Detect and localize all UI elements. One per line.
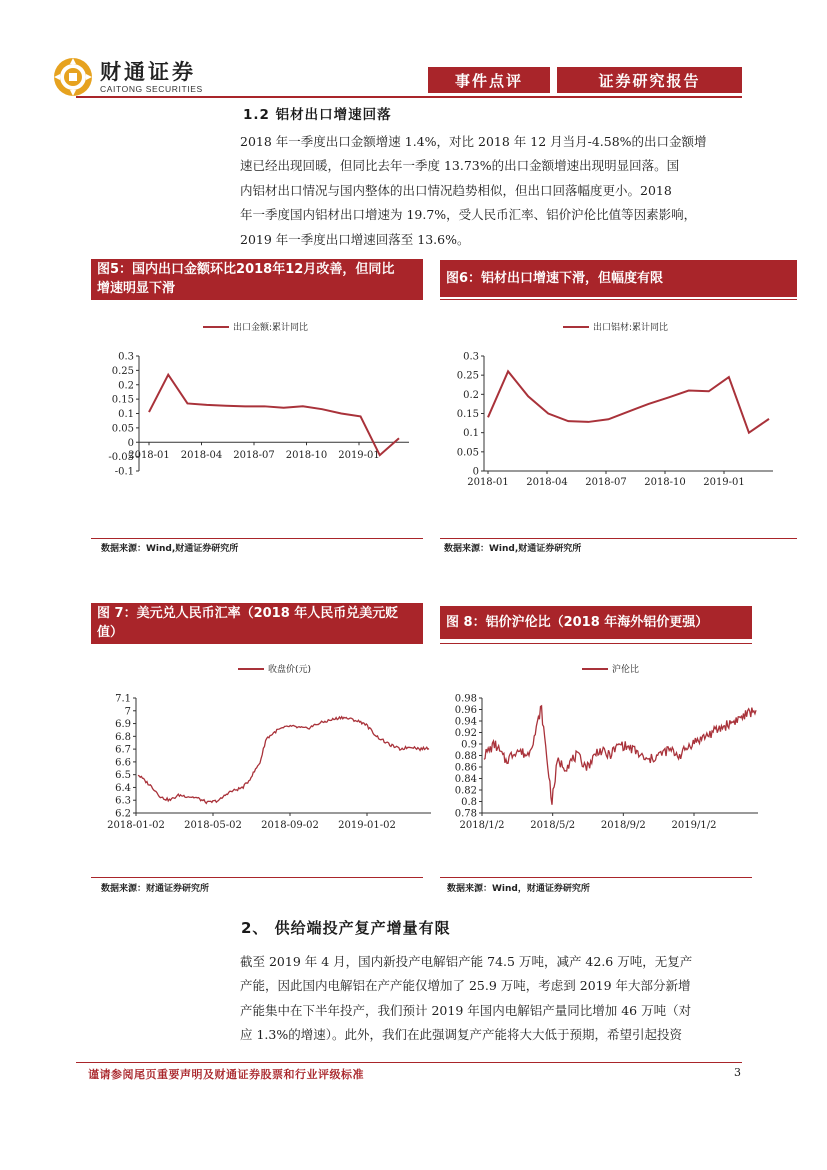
x-tick-label: 2018-04 (526, 477, 568, 488)
y-tick-label: 0.05 (111, 423, 134, 435)
figure-6-source: 数据来源：Wind,财通证券研究所 (444, 544, 582, 554)
x-tick-label: 2018-07 (233, 450, 275, 461)
x-tick-label: 2018-10 (285, 450, 328, 461)
page-number: 3 (734, 1066, 741, 1079)
x-tick-label: 2018/9/2 (600, 820, 646, 831)
y-tick-label: 0.1 (463, 428, 479, 440)
x-tick-label: 2019/1/2 (671, 820, 717, 831)
y-tick-label: 0.98 (454, 693, 477, 705)
x-tick-label: 2018-09-02 (261, 820, 319, 831)
paragraph-line: 应 1.3%的增速）。此外，我们在此强调复产产能将大大低于预期，希望引起投资 (240, 1027, 682, 1043)
y-tick-label: 0.84 (454, 774, 477, 785)
section-2-paragraph (240, 950, 746, 1048)
figure-8-title: 图 8：铝价沪伦比（2018 年海外铝价更强） (440, 606, 752, 639)
logo-english-name: CAITONG SECURITIES (100, 84, 203, 94)
y-tick-label: 6.4 (115, 782, 131, 794)
figure-8-chart (440, 650, 760, 840)
figure-6-rule (440, 299, 797, 300)
y-tick-label: 0.92 (454, 728, 477, 739)
y-tick-label: 0.88 (454, 751, 477, 762)
y-tick-label: 0.82 (454, 785, 477, 797)
figure-7-bottom-rule (91, 877, 423, 878)
x-tick-label: 2018-10 (644, 477, 686, 488)
paragraph-line: 2018 年一季度出口金额增速 1.4%，对比 2018 年 12 月当月-4.58%的出口金额增 (240, 134, 707, 149)
y-tick-label: 6.7 (115, 744, 131, 756)
figure-8-source: 数据来源：Wind，财通证券研究所 (447, 884, 590, 894)
caitong-logo-icon (52, 56, 94, 98)
legend-label: 沪伦比 (612, 665, 640, 675)
figure-5-title (91, 259, 423, 299)
y-tick-label: 0 (127, 437, 134, 449)
y-tick-label: 0.05 (456, 447, 479, 459)
y-tick-label: 0.86 (454, 762, 477, 774)
figure-5-bottom-rule (91, 538, 423, 539)
y-tick-label: 0.94 (454, 716, 477, 728)
y-tick-label: 0.8 (461, 797, 477, 808)
y-tick-label: 6.5 (115, 770, 131, 782)
figure-5-title-line: 增速明显下滑 (97, 281, 176, 296)
paragraph-line: 内铝材出口情况与国内整体的出口情况趋势相似，但出口回落幅度更小。2018 (240, 182, 672, 198)
x-tick-label: 2018-04 (180, 450, 223, 461)
x-tick-label: 2018-05-02 (184, 820, 242, 831)
series-line (488, 371, 769, 432)
x-tick-label: 2018/5/2 (530, 820, 576, 831)
x-tick-label: 2018-01-02 (107, 820, 165, 831)
footer-rule (76, 1062, 742, 1063)
y-tick-label: 0 (472, 466, 479, 478)
section-title: 1.2 铝材出口增速回落 (243, 107, 392, 123)
header-rule (76, 96, 742, 98)
paragraph-line: 2019 年一季度出口增速回落至 13.6%。 (240, 231, 470, 247)
paragraph-line: 截至 2019 年 4 月，国内新投产电解铝产能 74.5 万吨，减产 42.6 万吨，无复产 (240, 954, 693, 969)
y-tick-label: -0.1 (114, 466, 134, 478)
y-tick-label: 0.25 (456, 370, 479, 382)
figure-7-title (91, 603, 423, 643)
paragraph-line: 产能集中在下半年投产，我们预计 2019 年国内电解铝产量同比增加 46 万吨（对 (240, 1002, 692, 1018)
y-tick-label: 6.2 (115, 808, 131, 820)
y-tick-label: 6.6 (115, 757, 131, 769)
paragraph-line: 产能，因此国内电解铝在产产能仅增加了 25.9 万吨，考虑到 2019 年大部分新增 (240, 978, 691, 994)
x-tick-label: 2019-01 (703, 477, 745, 488)
figure-5-rule (91, 299, 423, 300)
y-tick-label: 0.9 (461, 739, 477, 751)
x-tick-label: 2019-01-02 (338, 820, 396, 831)
report-category-tag: 证券研究报告 (557, 67, 742, 93)
x-tick-label: 2018-01 (128, 450, 170, 461)
section-2-title: 2、 供给端投产复产增量有限 (241, 919, 451, 937)
y-tick-label: 6.3 (115, 795, 131, 807)
legend-label: 出口金额:累计同比 (233, 323, 309, 333)
figure-6-title: 图6：铝材出口增速下滑，但幅度有限 (440, 260, 797, 297)
figure-6-chart (440, 305, 797, 530)
figure-7-title-line: 图 7：美元兑人民币汇率（2018 年人民币兑美元贬 (97, 606, 399, 621)
logo-chinese-name: 财通证券 (100, 60, 196, 84)
y-tick-label: 6.8 (115, 731, 131, 743)
y-tick-label: 7 (124, 706, 131, 718)
figure-8-bottom-rule (440, 877, 752, 878)
series-line (484, 706, 756, 805)
y-tick-label: 0.15 (111, 394, 134, 406)
legend-label: 出口铝材:累计同比 (593, 323, 669, 333)
figure-6-bottom-rule (440, 538, 797, 539)
y-tick-label: 0.3 (463, 351, 479, 363)
figure-7-rule (91, 643, 423, 644)
figure-5-title-line: 图5：国内出口金额环比2018年12月改善，但同比 (97, 262, 395, 277)
y-tick-label: 0.96 (454, 705, 477, 716)
legend-label: 收盘价(元) (268, 665, 312, 675)
figure-5-source: 数据来源：Wind,财通证券研究所 (101, 544, 239, 554)
figure-7-title-line: 值） (97, 625, 124, 640)
figure-7-source: 数据来源：财通证券研究所 (101, 884, 210, 894)
y-tick-label: 0.25 (111, 365, 134, 377)
y-tick-label: 0.78 (454, 808, 477, 820)
figure-7-chart (91, 650, 431, 840)
y-tick-label: 0.3 (118, 351, 134, 363)
report-type-tag: 事件点评 (428, 67, 550, 93)
series-line (149, 375, 399, 456)
footer-disclaimer: 谨请参阅尾页重要声明及财通证券股票和行业评级标准 (88, 1068, 364, 1081)
y-tick-label: 0.2 (463, 389, 479, 401)
paragraph-line: 速已经出现回暖，但同比去年一季度 13.73%的出口金额增速出现明显回落。国 (240, 158, 680, 174)
figure-5-chart (91, 305, 423, 530)
x-tick-label: 2019-01 (338, 450, 380, 461)
series-line (138, 717, 429, 804)
y-tick-label: 6.9 (115, 719, 131, 731)
paragraph-line: 年一季度国内铝材出口增速为 19.7%，受人民币汇率、铝价沪伦比值等因素影响， (240, 207, 697, 223)
y-tick-label: 0.15 (456, 409, 479, 420)
x-tick-label: 2018/1/2 (459, 820, 505, 831)
y-tick-label: 0.1 (118, 409, 134, 420)
y-tick-label: -0.05 (108, 452, 134, 464)
company-logo (52, 56, 203, 98)
section-paragraph (240, 130, 746, 252)
y-tick-label: 7.1 (115, 693, 131, 705)
x-tick-label: 2018-07 (585, 477, 627, 488)
figure-8-rule (440, 643, 752, 644)
y-tick-label: 0.2 (118, 380, 134, 392)
x-tick-label: 2018-01 (467, 477, 509, 488)
